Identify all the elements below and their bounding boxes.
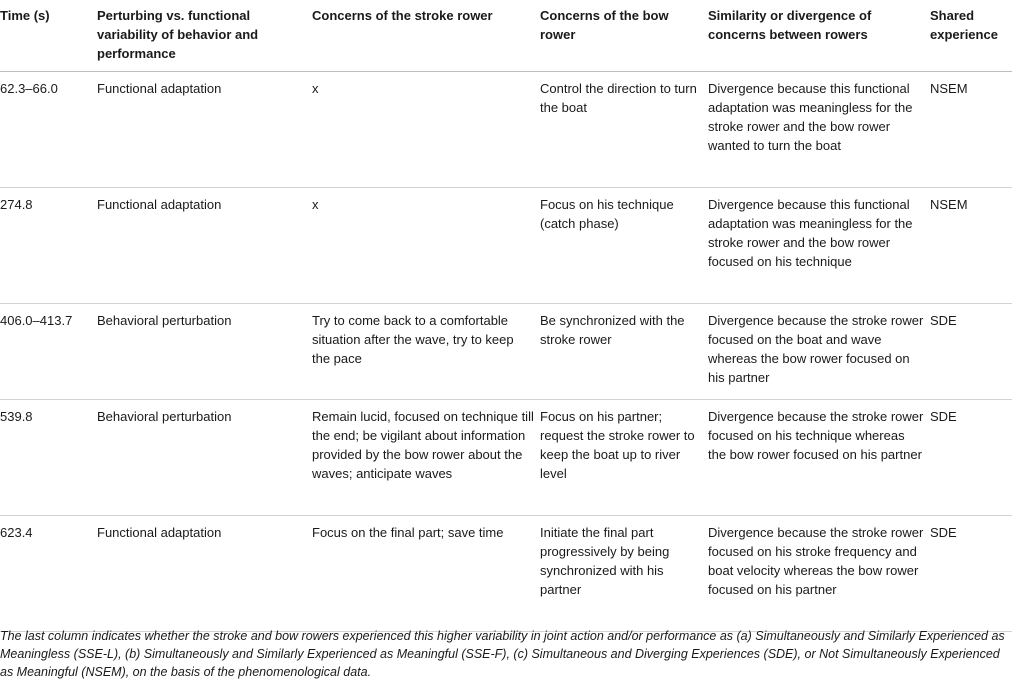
cell-time: 62.3–66.0 [0,72,97,188]
header-bow-concerns: Concerns of the bow rower [540,0,708,72]
cell-shared-experience: SDE [930,304,1012,400]
cell-bow-concerns: Focus on his partner; request the stroke rower to keep the boat up to river level [540,400,708,516]
cell-stroke-concerns: Remain lucid, focused on technique till the end; be vigilant about information provided by the bow rower about the waves; anticipate waves [312,400,540,516]
cell-time: 274.8 [0,188,97,304]
table-row [0,516,1012,632]
cell-variability: Functional adaptation [97,188,312,304]
cell-stroke-concerns: Try to come back to a comfortable situation after the wave, try to keep the pace [312,304,540,400]
table-row [0,304,1012,400]
cell-time: 406.0–413.7 [0,304,97,400]
header-time: Time (s) [0,0,97,72]
cell-bow-concerns: Be synchronized with the stroke rower [540,304,708,400]
cell-variability: Behavioral perturbation [97,304,312,400]
cell-stroke-concerns: x [312,72,540,188]
cell-bow-concerns: Initiate the final part progressively by being synchronized with his partner [540,516,708,632]
header-stroke-concerns: Concerns of the stroke rower [312,0,540,72]
cell-variability: Functional adaptation [97,72,312,188]
cell-bow-concerns: Control the direction to turn the boat [540,72,708,188]
cell-similarity: Divergence because the stroke rower focused on the boat and wave whereas the bow rower focused on his partner [708,304,930,400]
cell-variability: Behavioral perturbation [97,400,312,516]
cell-shared-experience: NSEM [930,188,1012,304]
header-similarity: Similarity or divergence of concerns between rowers [708,0,930,72]
cell-similarity: Divergence because this functional adaptation was meaningless for the stroke rower and the bow rower wanted to turn the boat [708,72,930,188]
cell-stroke-concerns: x [312,188,540,304]
table-header [0,0,1012,72]
cell-similarity: Divergence because this functional adaptation was meaningless for the stroke rower and the bow rower focused on his technique [708,188,930,304]
header-variability: Perturbing vs. functional variability of behavior and performance [97,0,312,72]
cell-time: 539.8 [0,400,97,516]
cell-shared-experience: NSEM [930,72,1012,188]
cell-time: 623.4 [0,516,97,632]
cell-similarity: Divergence because the stroke rower focused on his stroke frequency and boat velocity whereas the bow rower focused on his partner [708,516,930,632]
cell-similarity: Divergence because the stroke rower focused on his technique whereas the bow rower focused on his partner [708,400,930,516]
cell-stroke-concerns: Focus on the final part; save time [312,516,540,632]
table-row [0,400,1012,516]
table-footnote: The last column indicates whether the stroke and bow rowers experienced this higher variability in joint action and/or performance as (a) Simultaneously and Similarly Experienced as Meaningless (SSE-L), (b) Simultaneously and Similarly Experienced as Meaningful (SSE-F), (c) Simultaneous and Diverging Experiences (SDE), or Not Simultaneously Experienced as Meaningful (NSEM), on the basis of the phenomenological data. [0,628,1005,679]
table-row [0,72,1012,188]
cell-variability: Functional adaptation [97,516,312,632]
cell-bow-concerns: Focus on his technique (catch phase) [540,188,708,304]
header-shared-experience: Shared experience [930,0,1012,72]
cell-shared-experience: SDE [930,400,1012,516]
cell-shared-experience: SDE [930,516,1012,632]
header-row [0,0,1012,72]
table-row [0,188,1012,304]
table-body [0,72,1012,632]
